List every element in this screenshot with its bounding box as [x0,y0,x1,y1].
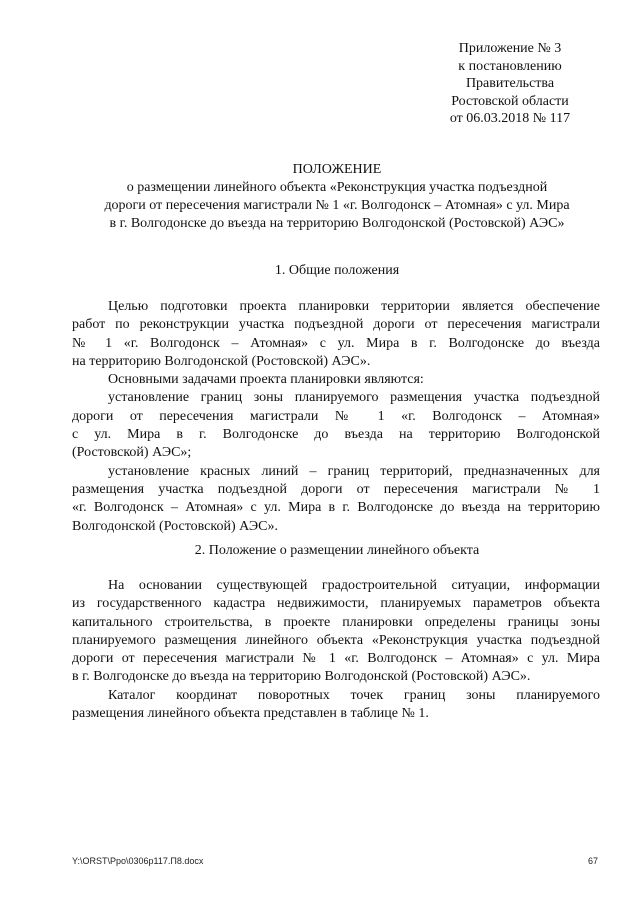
section-1-heading: 1. Общие положения [274,263,400,278]
paragraph-line: установление границ зоны планируемого размещения участка подъездной [108,390,600,406]
title-heading: ПОЛОЖЕНИЕ [292,162,382,177]
title-line: о размещении линейного объекта «Реконструкция участка подъездной [126,180,548,195]
paragraph-line: на территорию Волгодонской (Ростовской) АЭС». [72,353,371,369]
section-2-heading: 2. Положение о размещении линейного объекта [194,543,480,558]
paragraph-line: Каталог координат поворотных точек границ зоны планируемого [108,687,600,703]
appendix-header [420,40,600,128]
paragraph-line: капитального строительства, в проекте планировки определены границы зоны [72,614,600,630]
appendix-line: Приложение № 3 [458,41,562,56]
appendix-line: от 06.03.2018 № 117 [449,111,571,127]
appendix-line: Ростовской области [451,93,569,109]
appendix-line: Правительства [465,76,555,92]
footer-file-path: Y:\ORST\Ppo\0306p117.П8.docx [72,856,204,866]
paragraph-line: в г. Волгодонске до въезда на территорию Волгодонской (Ростовской) АЭС». [72,669,531,685]
paragraph-line: На основании существующей градостроительной ситуации, информации [108,578,600,593]
paragraph-line: дороги от пересечения магистрали № 1 «г. Волгодонск – Атомная» с ул. Мира [72,651,600,667]
paragraph-line: работ по реконструкции участка подъездной дороги от пересечения магистрали [72,317,600,333]
paragraph-line: размещения участка подъездной дороги от пересечения магистрали № 1 [72,481,600,497]
document-title [72,161,602,233]
title-line: дороги от пересечения магистрали № 1 «г. Волгодонск – Атомная» с ул. Мира [104,198,570,213]
paragraph-line: дороги от пересечения магистрали № 1 «г. Волгодонск – Атомная» [72,408,600,424]
paragraph-line: № 1 «г. Волгодонск – Атомная» с ул. Мира в г. Волгодонске до въезда [72,335,600,351]
paragraph-line: из государственного кадастра недвижимости, планируемых параметров объекта [72,596,600,612]
paragraph-line: установление красных линий – границ территорий, предназначенных для [108,463,600,479]
paragraph-line: размещения линейного объекта представлен в таблице № 1. [72,706,429,722]
paragraph-line: Волгодонской (Ростовской) АЭС». [72,518,278,534]
paragraph-line: (Ростовской) АЭС»; [72,445,192,461]
paragraph-line: Целью подготовки проекта планировки территории является обеспечение [108,299,600,314]
paragraph-line: планируемого размещения линейного объекта «Реконструкция участка подъездной [72,632,600,648]
appendix-line: к постановлению [458,58,562,74]
paragraph-line: с ул. Мира в г. Волгодонске до въезда на территорию Волгодонской [72,427,600,443]
paragraph-line: Основными задачами проекта планировки являются: [108,372,424,388]
section-2-body [72,577,600,723]
paragraph-line: «г. Волгодонск – Атомная» с ул. Мира в г. Волгодонске до въезда на территорию [72,500,600,516]
title-line: в г. Волгодонске до въезда на территорию Волгодонской (Ростовской) АЭС» [109,216,565,231]
footer-page-number: 67 [587,856,598,866]
section-1-body [72,298,600,536]
